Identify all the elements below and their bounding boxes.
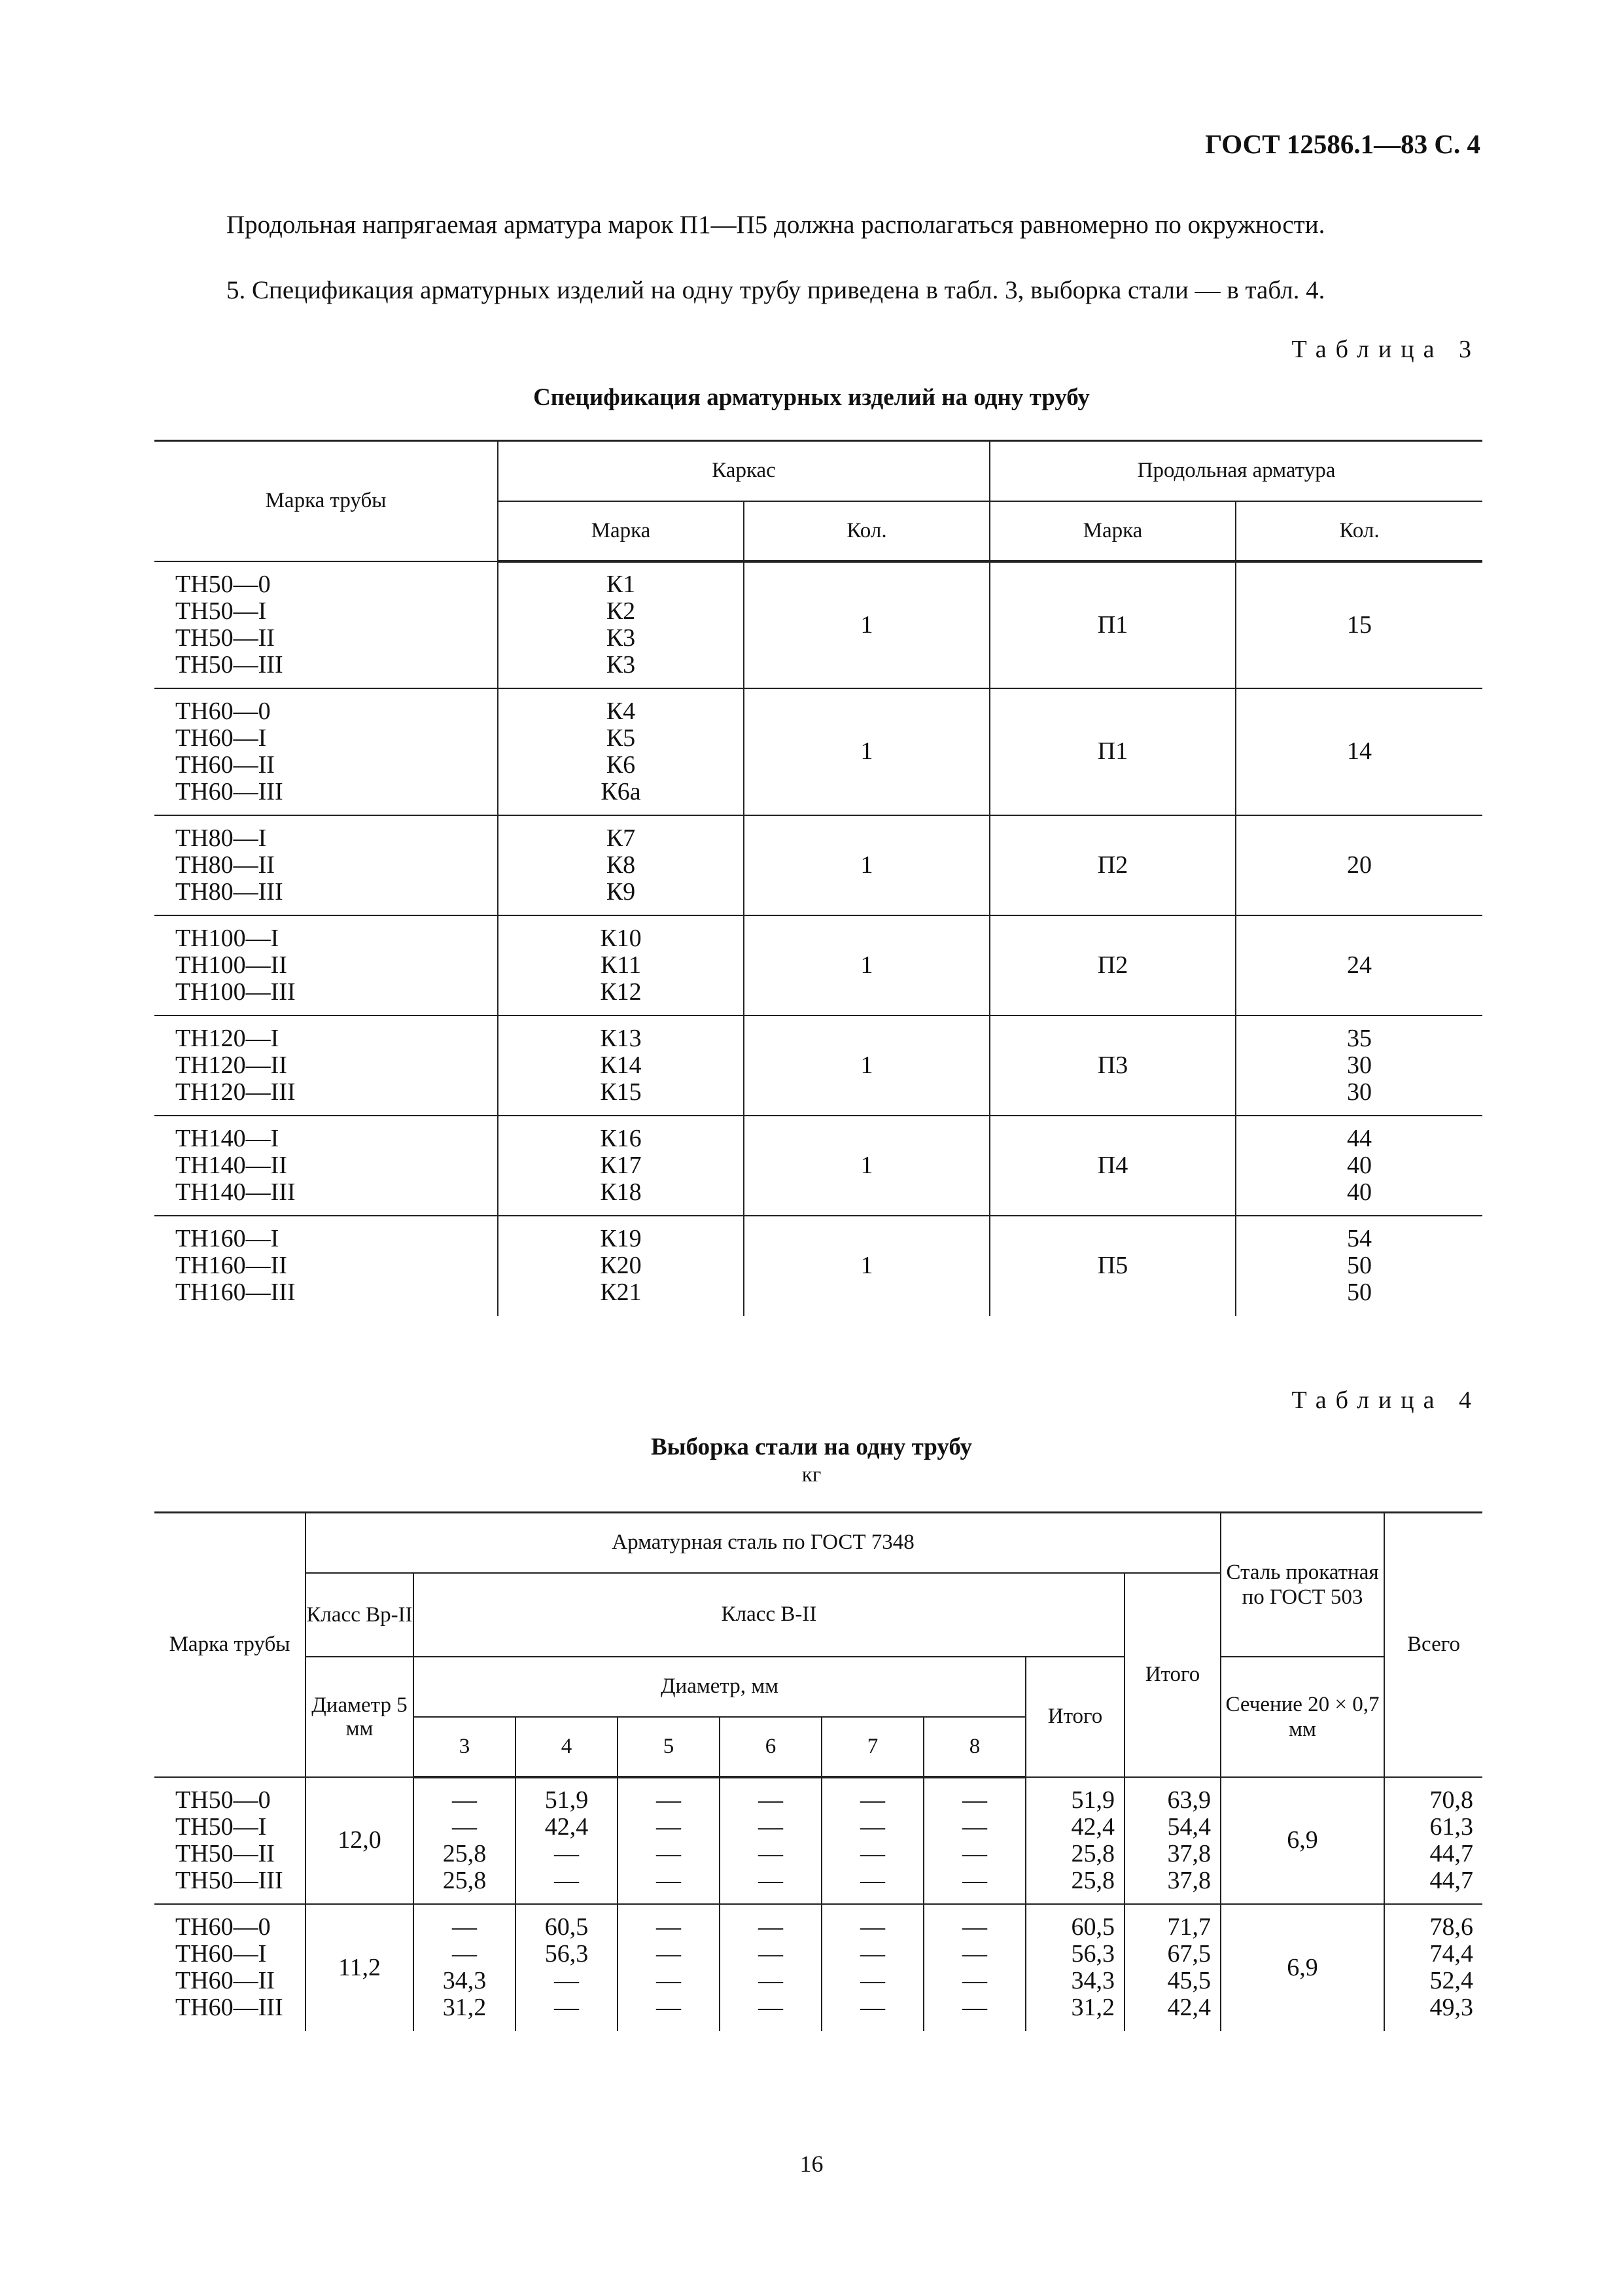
diameter-7-values-line: — [860,1913,885,1941]
itogo-inner-values-line: 25,8 [1071,1839,1115,1867]
long-qty-line: 20 [1347,851,1372,879]
table4-title: Выборка стали на одну трубу [651,1434,972,1460]
frame-qty: 1 [744,815,990,915]
frame-marks-line: К4 [606,697,636,725]
pipe-marks [154,1016,498,1116]
frame-marks-line: К2 [606,597,636,625]
diameter-4-values-line: 42,4 [544,1813,589,1841]
pipe-marks-line: ТН60—I [175,724,267,752]
diameter-3-values-line: — [452,1786,477,1814]
long-qty-line: 35 [1347,1024,1372,1052]
diameter-4-values-line: 56,3 [544,1940,589,1968]
frame-marks-line: К12 [600,978,642,1006]
table-row [154,688,1482,815]
itogo-outer-values-line: 45,5 [1167,1967,1212,1994]
diameter-8-values-line: — [962,1940,987,1968]
diameter-6-values-line: — [758,1867,783,1894]
frame-marks-line: К16 [600,1124,642,1152]
pipe-marks-line: ТН60—II [175,1967,275,1994]
diameter-6-values-line: — [758,1913,783,1941]
frame-marks-line: К21 [600,1279,642,1306]
frame-marks-line: К6а [601,777,641,805]
t4-header-pipe: Марка трубы [154,1513,305,1777]
diameter-4-values-line: — [554,1867,579,1894]
frame-qty: 1 [744,1016,990,1116]
frame-marks-line: К18 [600,1178,642,1206]
frame-marks [498,688,744,815]
pipe-marks-line: ТН50—II [175,1839,275,1867]
pipe-marks [154,1116,498,1216]
t3-header-frame: Каркас [498,441,990,501]
diameter-8-values-line: — [962,1913,987,1941]
frame-marks-line: К19 [600,1225,642,1252]
table4-unit: кг [801,1463,822,1487]
pipe-marks-line: ТН160—II [175,1252,287,1279]
frame-qty: 1 [744,688,990,815]
class-vr-value: 12,0 [305,1777,413,1904]
document-header: ГОСТ 12586.1—83 С. 4 [1205,129,1480,159]
pipe-marks-line: ТН120—I [175,1024,279,1052]
diameter-7-values-line: — [860,1940,885,1968]
pipe-marks-line: ТН140—III [175,1178,296,1206]
diameter-3-values [413,1777,515,1904]
t4-header-class-vr: Класс Вр-II [305,1573,413,1657]
itogo-inner-values-line: 51,9 [1071,1786,1115,1814]
frame-marks-line: К20 [600,1252,642,1279]
diameter-3-values-line: — [452,1913,477,1941]
long-qty-line: 50 [1347,1279,1372,1306]
pipe-marks [154,688,498,815]
frame-marks [498,815,744,915]
diameter-5-values-line: — [656,1913,681,1941]
long-mark: П5 [990,1216,1236,1316]
t4-header-itogo-inner: Итого [1026,1657,1125,1777]
frame-marks-line: К3 [606,624,636,652]
itogo-outer-values [1125,1777,1221,1904]
total-values-line: 70,8 [1429,1786,1474,1814]
diameter-4-values-line: 51,9 [544,1786,589,1814]
diameter-4-values-line: — [554,1967,579,1994]
total-values-line: 78,6 [1429,1913,1474,1941]
table4-caption: Таблица 4 [1291,1386,1480,1414]
frame-marks-line: К3 [606,651,636,679]
pipe-marks-line: ТН50—III [175,650,283,679]
pipe-marks-line: ТН60—III [175,1994,283,2021]
t4-header-d3: 3 [413,1717,515,1777]
diameter-5-values-line: — [656,1867,681,1894]
pipe-marks-line: ТН60—I [175,1940,267,1968]
t4-header-d6: 6 [720,1717,822,1777]
long-qty-line: 14 [1347,737,1372,765]
rolled-steel-value: 6,9 [1221,1777,1384,1904]
frame-marks-line: К11 [601,951,641,979]
diameter-8-values-line: — [962,1813,987,1841]
frame-marks-line: К13 [600,1024,642,1052]
itogo-outer-values-line: 71,7 [1167,1913,1212,1941]
frame-marks [498,1016,744,1116]
total-values-line: 61,3 [1429,1812,1474,1841]
itogo-inner-values-line: 60,5 [1071,1913,1115,1941]
diameter-5-values-line: — [656,1786,681,1814]
itogo-inner-values-line: 42,4 [1071,1812,1115,1841]
diameter-6-values-line: — [758,1786,783,1814]
total-values-line: 44,7 [1429,1866,1474,1894]
pipe-marks-line: ТН60—0 [175,697,271,725]
paragraph-spec: 5. Спецификация арматурных изделий на одну трубу приведена в табл. 3, выборка стали — в табл. 4. [226,276,1325,304]
pipe-marks [154,1216,498,1316]
t4-header-section: Сечение 20 × 0,7 мм [1221,1657,1384,1777]
pipe-marks-line: ТН80—III [175,877,283,906]
itogo-outer-values [1125,1904,1221,2031]
frame-qty: 1 [744,915,990,1016]
pipe-marks-line: ТН50—II [175,624,275,652]
pipe-marks-line: ТН80—I [175,824,267,852]
t4-header-diam5: Диаметр 5 мм [305,1657,413,1777]
t3-header-long-qty: Кол. [1236,501,1482,561]
diameter-5-values [618,1777,720,1904]
t4-header-itogo-outer: Итого [1125,1573,1221,1777]
itogo-inner-values [1026,1777,1125,1904]
t4-header-d7: 7 [822,1717,924,1777]
rolled-steel-value: 6,9 [1221,1904,1384,2031]
diameter-8-values-line: — [962,1786,987,1814]
pipe-marks [154,1904,305,2031]
table-row [154,561,1482,688]
frame-marks [498,1216,744,1316]
diameter-7-values [822,1904,924,2031]
pipe-marks-line: ТН100—II [175,951,287,979]
frame-marks-line: К5 [606,724,636,752]
t3-header-pipe: Марка трубы [154,441,498,561]
pipe-marks-line: ТН50—0 [175,570,271,598]
pipe-marks-line: ТН160—I [175,1225,279,1252]
pipe-marks-line: ТН100—I [175,924,279,952]
t4-header-class-v: Класс В-II [413,1573,1125,1657]
long-qty [1236,688,1482,815]
paragraph-longitudinal: Продольная напрягаемая арматура марок П1—П5 должна располагаться равномерно по окружности. [226,211,1325,239]
pipe-marks [154,1777,305,1904]
total-values-line: 52,4 [1429,1967,1474,1994]
long-qty-line: 24 [1347,951,1372,979]
long-mark: П1 [990,561,1236,688]
pipe-marks [154,815,498,915]
diameter-4-values-line: — [554,1840,579,1867]
t4-header-total: Всего [1384,1513,1482,1777]
diameter-6-values [720,1904,822,2031]
long-mark: П2 [990,915,1236,1016]
t4-header-d8: 8 [924,1717,1026,1777]
frame-marks [498,915,744,1016]
long-qty-line: 44 [1347,1124,1372,1152]
t4-header-rolled: Сталь прокатная по ГОСТ 503 [1221,1513,1384,1657]
diameter-5-values-line: — [656,1813,681,1841]
itogo-inner-values-line: 56,3 [1071,1940,1115,1968]
pipe-marks-line: ТН80—II [175,851,275,879]
table-row [154,915,1482,1016]
diameter-3-values-line: 34,3 [442,1967,487,1994]
diameter-6-values-line: — [758,1840,783,1867]
pipe-marks-line: ТН120—III [175,1078,296,1106]
pipe-marks-line: ТН100—III [175,978,296,1006]
diameter-7-values-line: — [860,1813,885,1841]
diameter-8-values-line: — [962,1867,987,1894]
t3-header-long-mark: Марка [990,501,1236,561]
table3-caption: Таблица 3 [1291,336,1480,363]
pipe-marks-line: ТН60—II [175,751,275,779]
long-qty-line: 30 [1347,1078,1372,1106]
frame-qty: 1 [744,561,990,688]
total-values-line: 49,3 [1429,1994,1474,2021]
page-number: 16 [799,2151,824,2177]
frame-marks-line: К14 [600,1051,642,1079]
frame-marks-line: К1 [606,571,636,598]
class-vr-value: 11,2 [305,1904,413,2031]
diameter-5-values-line: — [656,1940,681,1968]
diameter-7-values-line: — [860,1840,885,1867]
diameter-6-values-line: — [758,1940,783,1968]
long-mark: П3 [990,1016,1236,1116]
total-values-line: 74,4 [1429,1940,1474,1968]
itogo-outer-values-line: 37,8 [1167,1866,1212,1894]
frame-marks-line: К15 [600,1078,642,1106]
frame-marks-line: К7 [606,824,636,852]
pipe-marks-line: ТН50—I [175,597,267,625]
diameter-8-values-line: — [962,1840,987,1867]
table4 [154,1511,1482,2031]
frame-marks [498,1116,744,1216]
table-row [154,1216,1482,1316]
itogo-outer-values-line: 63,9 [1167,1786,1212,1814]
diameter-5-values-line: — [656,1994,681,2021]
long-qty-line: 40 [1347,1151,1372,1179]
diameter-5-values-line: — [656,1840,681,1867]
itogo-inner-values [1026,1904,1125,2031]
pipe-marks-line: ТН160—III [175,1279,296,1306]
diameter-5-values [618,1904,720,2031]
diameter-6-values-line: — [758,1994,783,2021]
diameter-4-values-line: — [554,1994,579,2021]
diameter-4-values [515,1904,618,2031]
t4-header-d4: 4 [515,1717,618,1777]
long-qty-line: 15 [1347,610,1372,639]
diameter-7-values-line: — [860,1967,885,1994]
diameter-6-values [720,1777,822,1904]
frame-qty: 1 [744,1216,990,1316]
t4-header-steel: Арматурная сталь по ГОСТ 7348 [305,1513,1221,1573]
total-values-line: 44,7 [1429,1839,1474,1867]
long-qty [1236,561,1482,688]
t4-header-diam-mm: Диаметр, мм [413,1657,1026,1717]
pipe-marks-line: ТН120—II [175,1051,287,1079]
pipe-marks [154,561,498,688]
total-values [1384,1904,1482,2031]
long-qty-line: 50 [1347,1252,1372,1279]
table-row [154,1777,1482,1904]
pipe-marks-line: ТН50—III [175,1866,283,1894]
itogo-inner-values-line: 34,3 [1071,1967,1115,1994]
diameter-7-values [822,1777,924,1904]
diameter-6-values-line: — [758,1967,783,1994]
t4-header-d5: 5 [618,1717,720,1777]
diameter-4-values [515,1777,618,1904]
diameter-3-values [413,1904,515,2031]
long-qty [1236,1016,1482,1116]
table3-title: Спецификация арматурных изделий на одну трубу [533,384,1090,411]
diameter-3-values-line: — [452,1813,477,1841]
long-mark: П4 [990,1116,1236,1216]
diameter-6-values-line: — [758,1813,783,1841]
diameter-7-values-line: — [860,1786,885,1814]
frame-marks-line: К17 [600,1151,642,1179]
diameter-4-values-line: 60,5 [544,1913,589,1941]
table-row [154,815,1482,915]
long-qty-line: 40 [1347,1178,1372,1206]
table-row [154,1904,1482,2031]
long-mark: П2 [990,815,1236,915]
diameter-7-values-line: — [860,1867,885,1894]
diameter-8-values-line: — [962,1967,987,1994]
frame-qty: 1 [744,1116,990,1216]
itogo-outer-values-line: 54,4 [1167,1812,1212,1841]
itogo-outer-values-line: 42,4 [1167,1994,1212,2021]
table3 [154,440,1482,1316]
long-qty [1236,815,1482,915]
pipe-marks-line: ТН60—0 [175,1913,271,1941]
pipe-marks-line: ТН50—I [175,1812,267,1841]
diameter-3-values-line: 25,8 [442,1840,487,1867]
long-qty-line: 30 [1347,1051,1372,1079]
itogo-outer-values-line: 67,5 [1167,1940,1212,1968]
t3-header-frame-qty: Кол. [744,501,990,561]
total-values [1384,1777,1482,1904]
pipe-marks-line: ТН140—II [175,1151,287,1179]
table-row [154,1116,1482,1216]
diameter-8-values [924,1904,1026,2031]
frame-marks-line: К9 [606,877,636,906]
diameter-3-values-line: 31,2 [442,1994,487,2021]
diameter-3-values-line: — [452,1940,477,1968]
frame-marks-line: К6 [606,751,636,779]
t3-header-long: Продольная арматура [990,441,1482,501]
long-mark: П1 [990,688,1236,815]
itogo-inner-values-line: 31,2 [1071,1994,1115,2021]
frame-marks-line: К10 [600,924,642,952]
long-qty [1236,1116,1482,1216]
frame-marks-line: К8 [606,851,636,879]
long-qty-line: 54 [1347,1225,1372,1252]
long-qty [1236,1216,1482,1316]
long-qty [1236,915,1482,1016]
itogo-inner-values-line: 25,8 [1071,1866,1115,1894]
pipe-marks-line: ТН60—III [175,777,283,805]
frame-marks [498,561,744,688]
itogo-outer-values-line: 37,8 [1167,1839,1212,1867]
diameter-5-values-line: — [656,1967,681,1994]
t3-header-frame-mark: Марка [498,501,744,561]
pipe-marks-line: ТН140—I [175,1124,279,1152]
diameter-8-values [924,1777,1026,1904]
table-row [154,1016,1482,1116]
pipe-marks [154,915,498,1016]
diameter-7-values-line: — [860,1994,885,2021]
pipe-marks-line: ТН50—0 [175,1786,271,1814]
diameter-3-values-line: 25,8 [442,1867,487,1894]
diameter-8-values-line: — [962,1994,987,2021]
